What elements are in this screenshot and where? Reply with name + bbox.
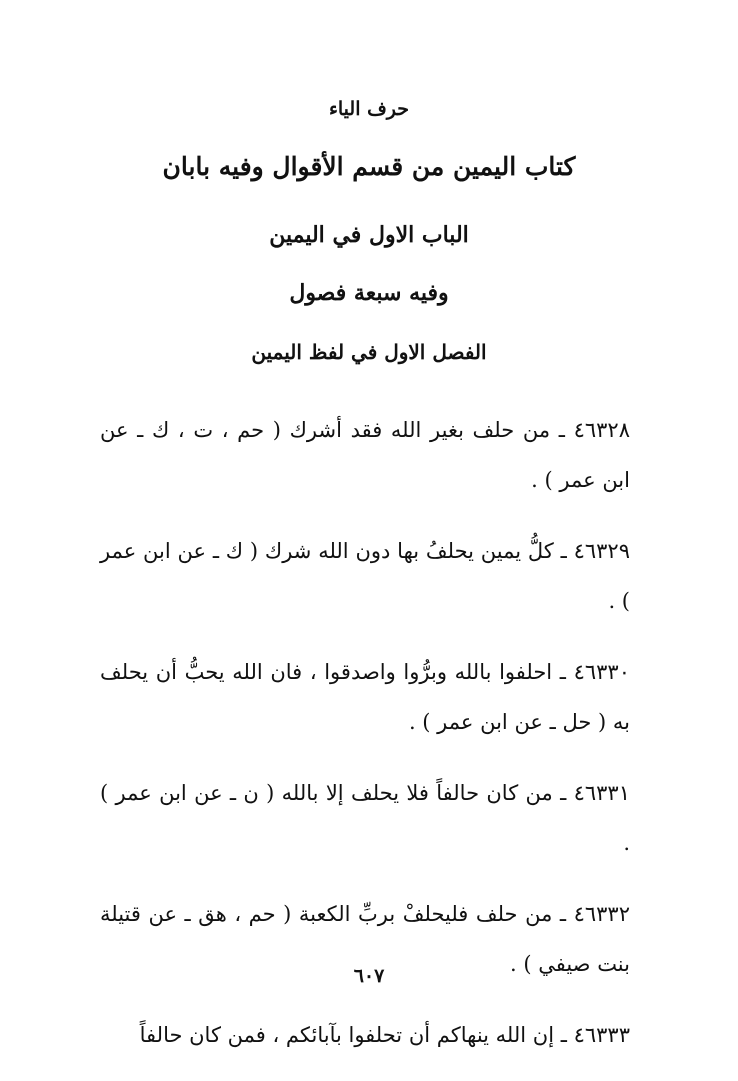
- hadith-entry: [100, 1010, 630, 1060]
- hadith-entry: [100, 768, 630, 868]
- hadith-entry: [100, 526, 630, 626]
- hadith-entry: [100, 405, 630, 505]
- hadith-entry: [100, 647, 630, 747]
- hadith-separator: ـ: [559, 660, 566, 684]
- hadith-number: ٤٦٣٣٠: [573, 660, 630, 684]
- hadith-number: ٤٦٣٣١: [573, 781, 630, 805]
- hadith-separator: ـ: [560, 781, 567, 805]
- hadith-text: من حلف بغير الله فقد أشرك ( حم ، ت ، ك ـ عن ابن عمر ) .: [100, 418, 630, 492]
- hadith-text: كلُّ يمين يحلفُ بها دون الله شرك ( ك ـ عن ابن عمر ) .: [100, 539, 630, 613]
- hadith-text: احلفوا بالله وبرُّوا واصدقوا ، فان الله يحبُّ أن يحلف به ( حل ـ عن ابن عمر ) .: [100, 660, 630, 734]
- hadith-number: ٤٦٣٣٢: [573, 902, 630, 926]
- hadith-separator: ـ: [560, 539, 567, 563]
- hadith-number: ٤٦٣٣٣: [573, 1023, 630, 1047]
- chapter-title: الباب الاول في اليمين: [269, 222, 469, 248]
- letter-title: حرف الياء: [328, 98, 410, 120]
- hadith-separator: ـ: [559, 902, 567, 926]
- hadith-number: ٤٦٣٢٩: [573, 539, 630, 563]
- sections-note: وفيه سبعة فصول: [289, 280, 449, 306]
- hadith-text: من كان حالفاً فلا يحلف إلا بالله ( ن ـ عن ابن عمر ) .: [100, 781, 630, 855]
- page-number: ٦٠٧: [353, 965, 385, 987]
- book-title: كتاب اليمين من قسم الأقوال وفيه بابان: [162, 152, 576, 181]
- hadith-separator: ـ: [558, 418, 565, 442]
- hadith-text: من حلف فليحلفْ بربِّ الكعبة ( حم ، هق ـ عن قتيلة بنت صيفي ) .: [100, 902, 630, 976]
- hadith-text: إن الله ينهاكم أن تحلفوا بآبائكم ، فمن كان حالفاً: [139, 1023, 555, 1047]
- hadith-number: ٤٦٣٢٨: [573, 418, 630, 442]
- section-title: الفصل الاول في لفظ اليمين: [251, 340, 487, 364]
- hadith-separator: ـ: [560, 1023, 567, 1047]
